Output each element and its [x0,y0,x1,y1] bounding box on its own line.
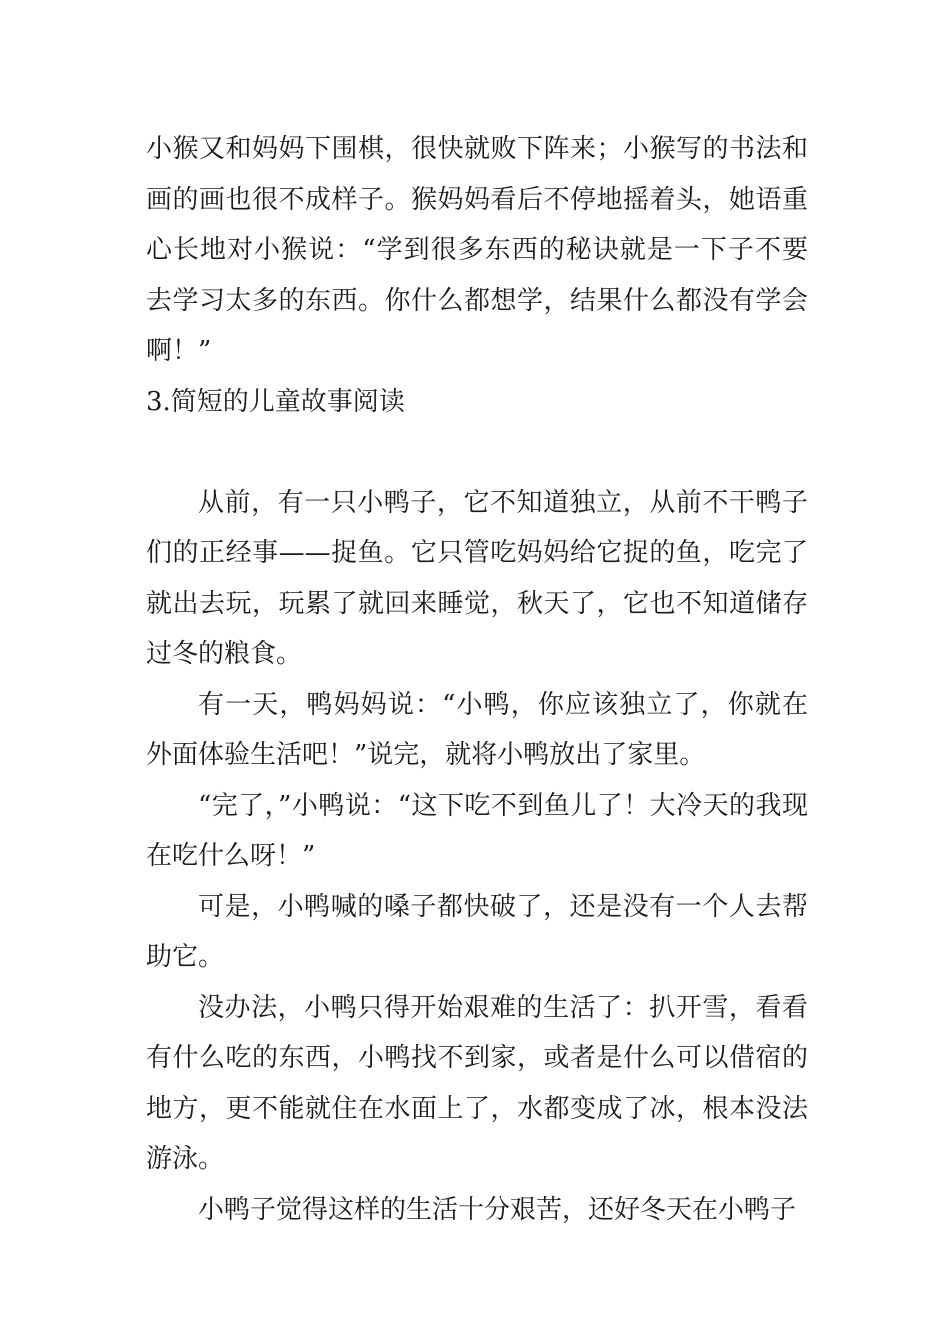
document-body [146,124,808,1235]
paragraph: 从前，有一只小鸭子，它不知道独立，从前不干鸭子们的正经事——捉鱼。它只管吃妈妈给它捉的鱼，吃完了就出去玩，玩累了就回来睡觉，秋天了，它也不知道储存过冬的粮食。 [146,487,808,669]
paragraph: 没办法，小鸭只得开始艰难的生活了：扒开雪，看看有什么吃的东西，小鸭找不到家，或者是什么可以借宿的地方，更不能就住在水面上了，水都变成了冰，根本没法游泳。 [146,992,808,1174]
paragraph: 可是，小鸭喊的嗓子都快破了，还是没有一个人去帮助它。 [146,891,808,972]
paragraph: “完了，”小鸭说：“这下吃不到鱼儿了！大冷天的我现在吃什么呀！” [146,790,808,871]
paragraph-continuation: 小猴又和妈妈下围棋，很快就败下阵来；小猴写的书法和画的画也很不成样子。猴妈妈看后不停地摇着头，她语重心长地对小猴说：“学到很多东西的秘诀就是一下子不要去学习太多的东西。你什么都想学，结果什么都没有学会啊！” [146,134,808,366]
blank-line [146,427,808,478]
section-heading: 3.简短的儿童故事阅读 [146,386,405,417]
paragraph: 小鸭子觉得这样的生活十分艰苦，还好冬天在小鸭子 [198,1194,797,1225]
paragraph: 有一天，鸭妈妈说：“小鸭，你应该独立了，你就在外面体验生活吧！”说完，就将小鸭放出了家里。 [146,689,808,770]
